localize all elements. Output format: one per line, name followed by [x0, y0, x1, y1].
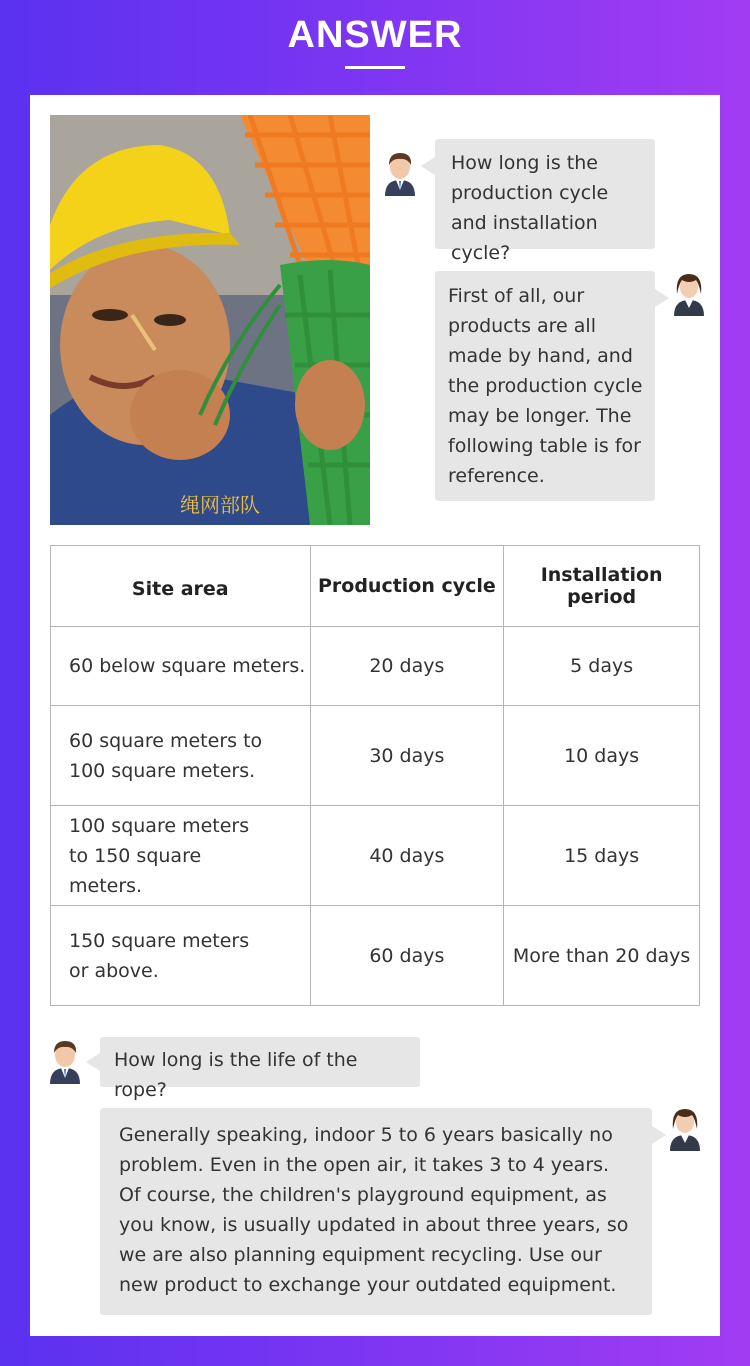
header-installation-period: Installation period — [504, 546, 700, 627]
answer-text-1: First of all, our products are all made by hand, and the production cycle may be longer. The following table is for reference. — [448, 285, 643, 487]
title-underline — [345, 66, 405, 69]
cell-production: 40 days — [310, 806, 504, 906]
shirt-print: 绳网部队 — [180, 493, 260, 517]
male-avatar-icon — [48, 1038, 82, 1084]
table-row — [51, 627, 700, 706]
cell-installation: More than 20 days — [504, 906, 700, 1006]
answer-text-2a: Generally speaking, indoor 5 to 6 years basically no problem. Even in the open air, it takes 3 to 4 years. — [119, 1124, 613, 1176]
cell-area: 100 square meters to 150 square meters. — [51, 806, 311, 906]
cell-production: 60 days — [310, 906, 504, 1006]
page-title: ANSWER — [287, 14, 463, 56]
question-text-1: How long is the production cycle and installation cycle? — [451, 152, 609, 264]
cell-production: 20 days — [310, 627, 504, 706]
table-row — [51, 806, 700, 906]
answer-bubble-2 — [100, 1108, 652, 1315]
cycle-table — [50, 545, 700, 1006]
header-site-area: Site area — [51, 546, 311, 627]
table-header-row — [51, 546, 700, 627]
question-bubble-2 — [100, 1037, 420, 1101]
male-avatar-icon — [383, 150, 417, 196]
cell-area: 60 square meters to 100 square meters. — [51, 706, 311, 806]
table-row — [51, 706, 700, 806]
cell-production: 30 days — [310, 706, 504, 806]
question-text-2: How long is the life of the rope? — [114, 1049, 358, 1101]
header-production-cycle: Production cycle — [310, 546, 504, 627]
table-row — [51, 906, 700, 1006]
answer-bubble-1 — [435, 271, 655, 501]
cell-area: 150 square meters or above. — [51, 906, 311, 1006]
question-bubble-1 — [435, 139, 655, 264]
female-avatar-icon — [672, 270, 706, 316]
answer-text-2b: Of course, the children's playground equipment, as you know, is usually updated in about three years, so we are also planning equipment recycling. Use our new product to exchange your outdated equipment. — [119, 1184, 629, 1296]
worker-illustration — [50, 115, 370, 525]
worker-photo — [50, 115, 370, 525]
cell-area: 60 below square meters. — [51, 627, 311, 706]
cell-installation: 5 days — [504, 627, 700, 706]
content-card — [30, 95, 720, 1336]
cell-installation: 10 days — [504, 706, 700, 806]
cell-installation: 15 days — [504, 806, 700, 906]
female-avatar-icon — [668, 1105, 702, 1151]
